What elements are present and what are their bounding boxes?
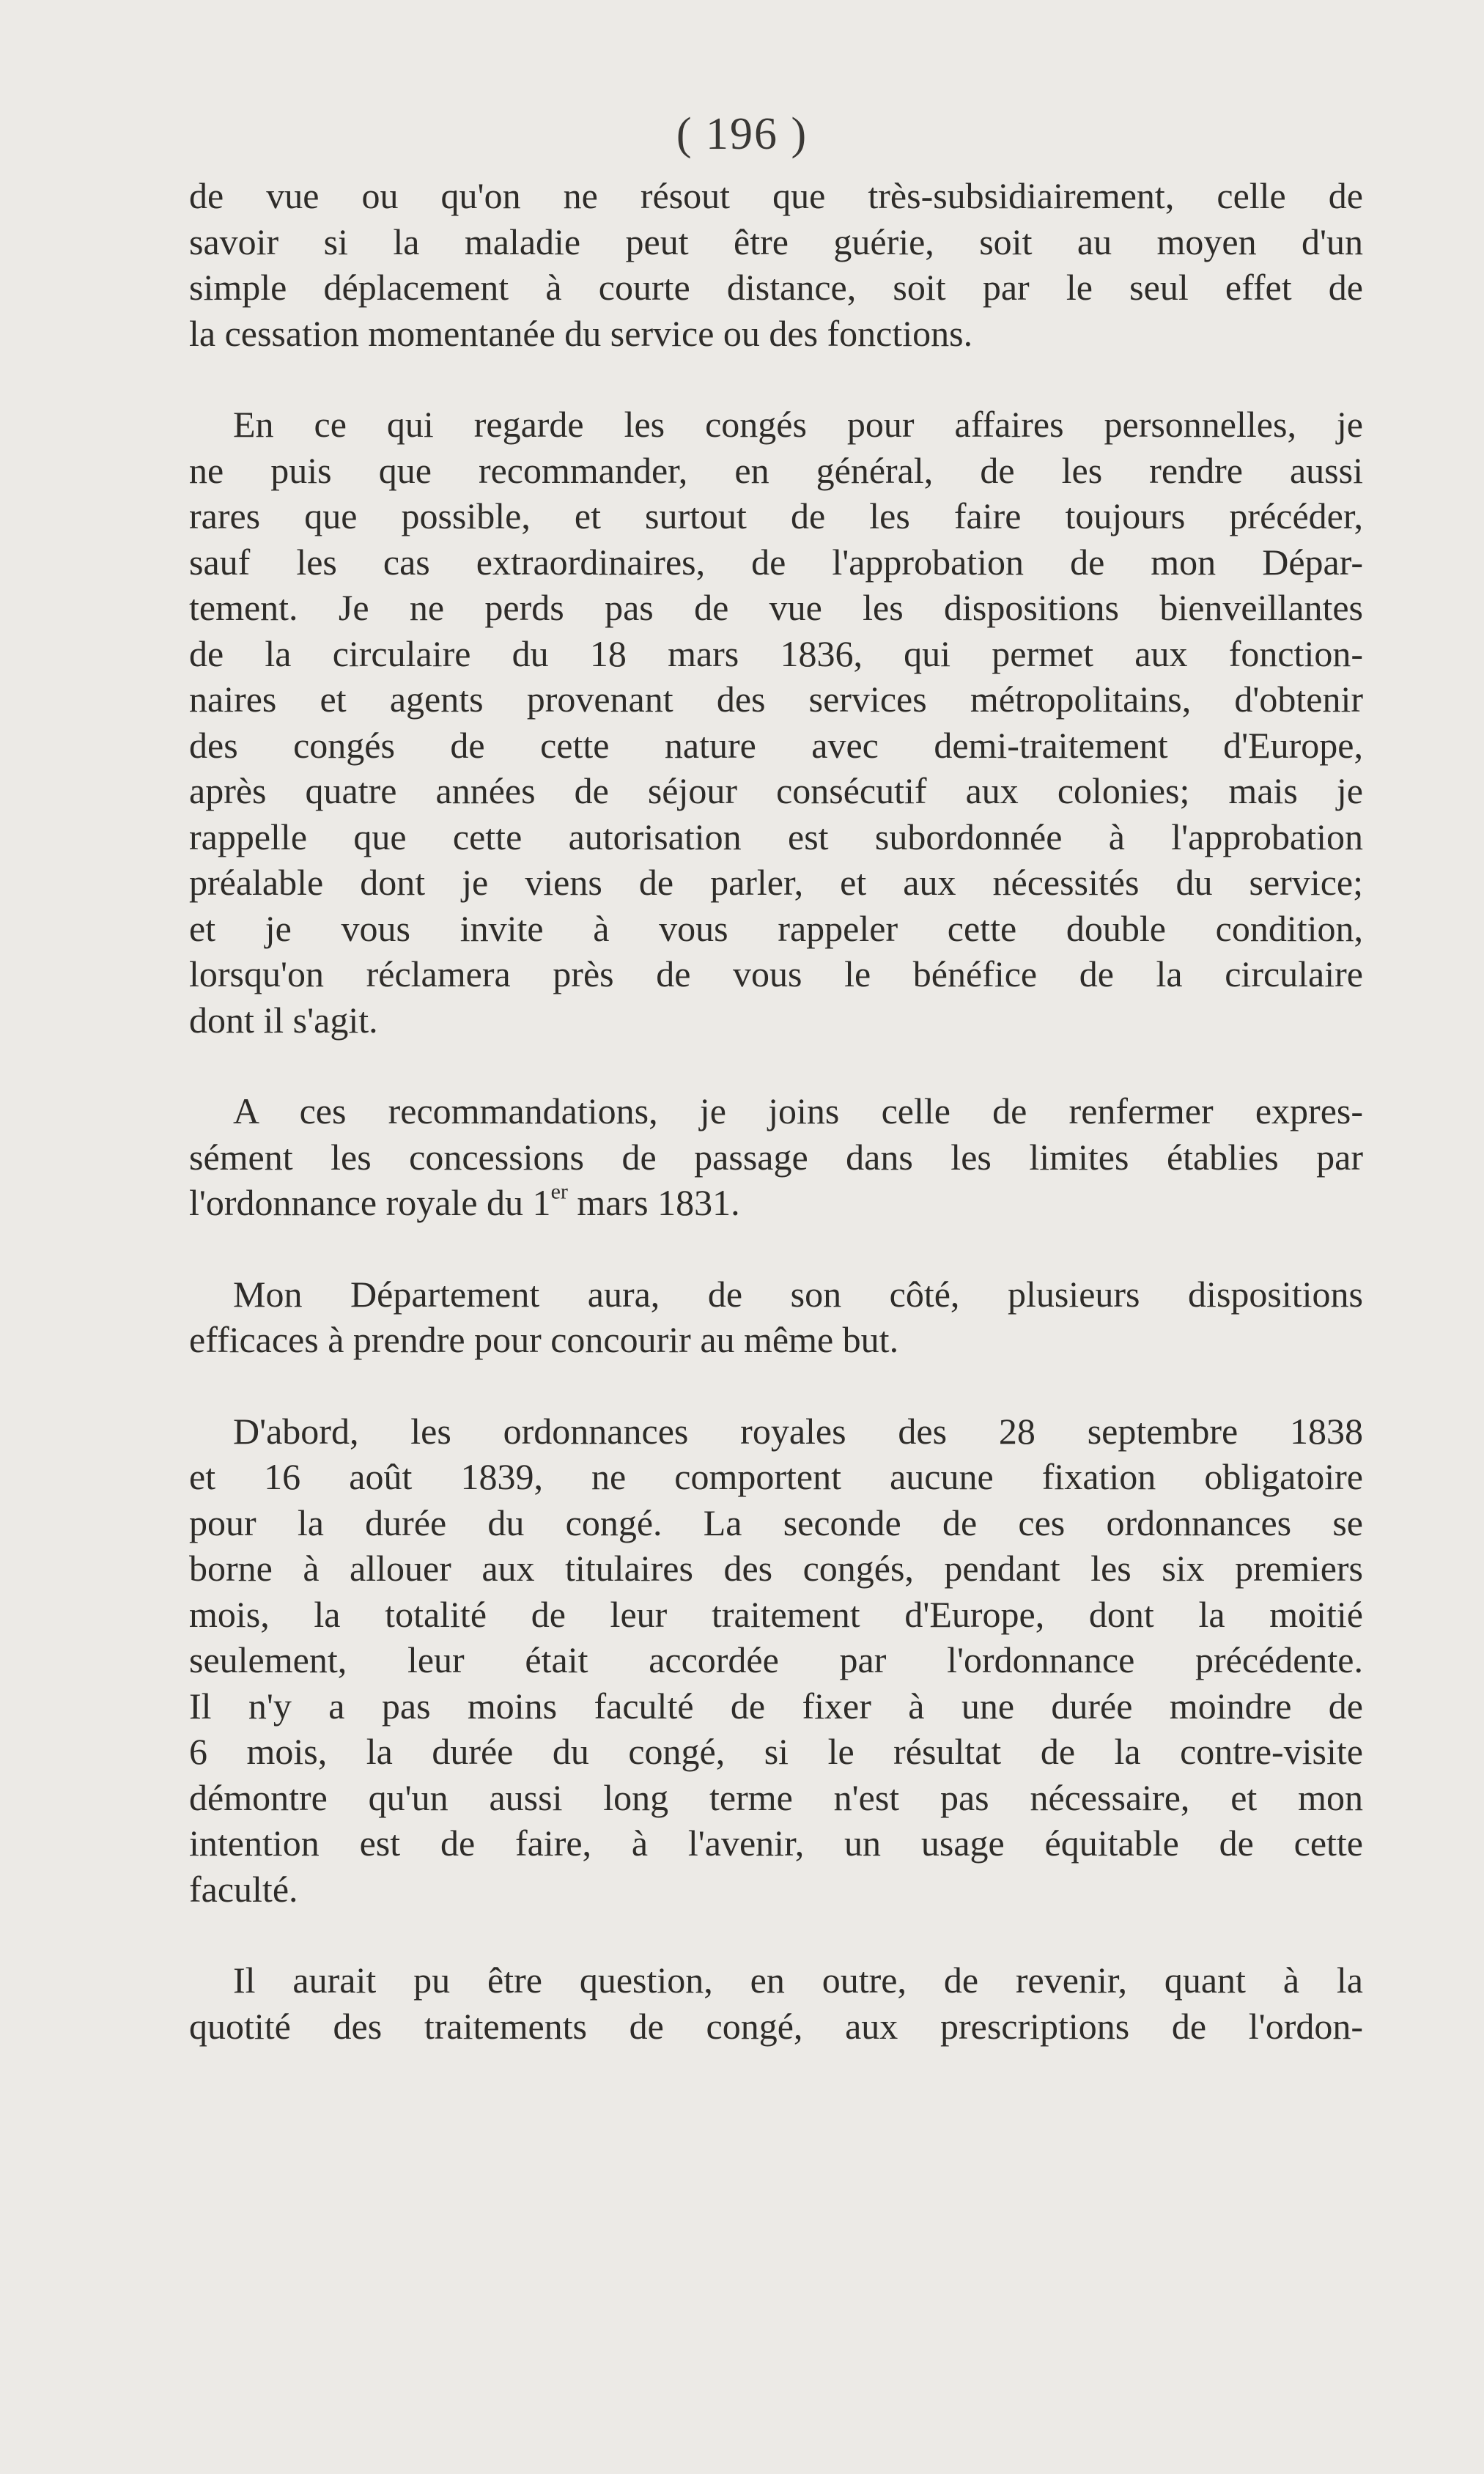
paragraph xyxy=(189,1271,1363,1363)
paragraph xyxy=(189,402,1363,1043)
text-line: D'abord, les ordonnances royales des 28 septembre 1838 xyxy=(233,1410,1363,1452)
text-line: En ce qui regarde les congés pour affaires personnelles, je xyxy=(233,404,1363,445)
text-line: après quatre années de séjour consécutif aux colonies; mais je xyxy=(189,770,1363,811)
text-line: pour la durée du congé. La seconde de ces ordonnances se xyxy=(189,1502,1363,1543)
text-line: dont il s'agit. xyxy=(189,999,378,1041)
text-line: quotité des traitements de congé, aux prescriptions de l'ordon- xyxy=(189,2005,1363,2047)
text-line: mois, la totalité de leur traitement d'Europe, dont la moitié xyxy=(189,1593,1363,1635)
paragraph xyxy=(189,173,1363,356)
paragraph xyxy=(189,1408,1363,1913)
text-line: tement. Je ne perds pas de vue les dispositions bienveillantes xyxy=(189,587,1363,628)
text-line: rappelle que cette autorisation est subordonnée à l'approbation xyxy=(189,816,1363,857)
text-line: seulement, leur était accordée par l'ordonnance précédente. xyxy=(189,1639,1363,1680)
body-text xyxy=(189,173,1363,2049)
text-line: la cessation momentanée du service ou des fonctions. xyxy=(189,312,973,354)
page-number: ( 196 ) xyxy=(676,109,808,159)
text-line: ne puis que recommander, en général, de les rendre aussi xyxy=(189,449,1363,491)
text-line: de la circulaire du 18 mars 1836, qui permet aux fonction- xyxy=(189,632,1363,674)
text-line: sauf les cas extraordinaires, de l'approbation de mon Dépar- xyxy=(189,541,1363,583)
text-line: démontre qu'un aussi long terme n'est pas nécessaire, et mon xyxy=(189,1776,1363,1818)
text-line: borne à allouer aux titulaires des congés, pendant les six premiers xyxy=(189,1548,1363,1589)
text-line: et 16 août 1839, ne comportent aucune fixation obligatoire xyxy=(189,1456,1363,1497)
text-line: intention est de faire, à l'avenir, un usage équitable de cette xyxy=(189,1823,1363,1864)
text-line: lorsqu'on réclamera près de vous le bénéfice de la circulaire xyxy=(189,953,1363,994)
text-line: et je vous invite à vous rappeler cette double condition, xyxy=(189,907,1363,949)
text-line: faculté. xyxy=(189,1868,298,1910)
text-line: naires et agents provenant des services métropolitains, d'obtenir xyxy=(189,679,1363,720)
text-line: de vue ou qu'on ne résout que très-subsidiairement, celle de xyxy=(189,175,1363,216)
text-fragment: l'ordonnance royale du 1 xyxy=(189,1182,551,1223)
paragraph xyxy=(189,1957,1363,2049)
text-line: 6 mois, la durée du congé, si le résultat de la contre-visite xyxy=(189,1731,1363,1772)
text-line: simple déplacement à courte distance, soit par le seul effet de xyxy=(189,267,1363,308)
text-line: A ces recommandations, je joins celle de renfermer expres- xyxy=(233,1090,1363,1131)
text-line: sément les concessions de passage dans les limites établies par xyxy=(189,1136,1363,1178)
text-fragment: mars 1831. xyxy=(567,1182,740,1223)
text-line: savoir si la maladie peut être guérie, soit au moyen d'un xyxy=(189,221,1363,262)
text-line xyxy=(189,1180,1363,1226)
text-line: efficaces à prendre pour concourir au même but. xyxy=(189,1319,899,1360)
text-line: préalable dont je viens de parler, et aux nécessités du service; xyxy=(189,862,1363,903)
text-line: Mon Département aura, de son côté, plusieurs dispositions xyxy=(233,1273,1363,1315)
text-line: des congés de cette nature avec demi-traitement d'Europe, xyxy=(189,724,1363,766)
text-line: Il aurait pu être question, en outre, de revenir, quant à la xyxy=(233,1960,1363,2001)
text-line: rares que possible, et surtout de les faire toujours précéder, xyxy=(189,495,1363,536)
paragraph xyxy=(189,1088,1363,1226)
superscript: er xyxy=(550,1179,568,1204)
text-line: Il n'y a pas moins faculté de fixer à une durée moindre de xyxy=(189,1685,1363,1727)
